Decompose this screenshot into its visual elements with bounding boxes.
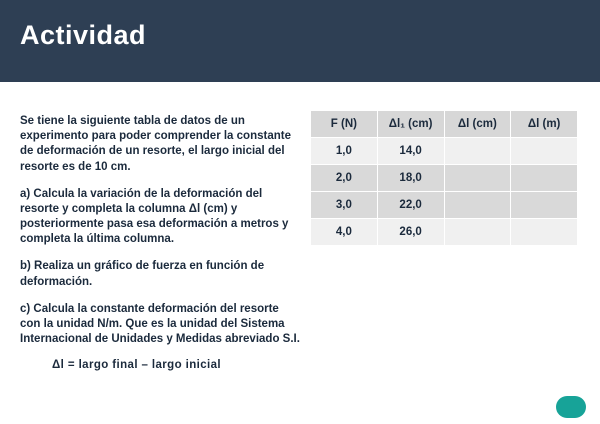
cell-delta-l-cm[interactable] [444,219,511,246]
table-row [311,165,578,192]
cell-delta-l-m[interactable] [511,165,578,192]
cell-delta-l-cm[interactable] [444,138,511,165]
table-header-cell-delta-l-cm: Δl (cm) [444,111,511,138]
cell-delta-l-m[interactable] [511,192,578,219]
page-title: Actividad [20,20,147,50]
slide-body [0,82,600,424]
table-row [311,192,578,219]
cell-delta-l1: 26,0 [377,219,444,246]
cell-force: 4,0 [311,219,378,246]
cell-delta-l-cm[interactable] [444,165,511,192]
table-header-cell-delta-l1: Δl₁ (cm) [377,111,444,138]
paragraph-item-a: a) Calcula la variación de la deformación del resorte y completa la columna Δl (cm) y posteriormente pasa esa deformación a metros y completa la última columna. [20,187,289,246]
paragraph-item-c: c) Calcula la constante deformación del resorte con la unidad N/m. Que es la unidad del Sistema Internacional de Unidades y Medidas abreviado S.I. [20,302,300,346]
cell-delta-l1: 22,0 [377,192,444,219]
table-body [311,138,578,246]
formula-text: Δl = largo final – largo inicial [52,359,222,372]
data-table-wrapper [310,110,578,246]
paragraph-intro: Se tiene la siguiente tabla de datos de un experimento para poder comprender la constante de deformación de un resorte, el largo inicial del resorte es de 10 cm. [20,115,291,173]
table-header-cell-force: F (N) [311,111,378,138]
table-head [311,111,578,138]
cell-delta-l-m[interactable] [511,219,578,246]
instructions-column [20,114,300,371]
cell-delta-l-m[interactable] [511,138,578,165]
table-header-cell-delta-l-m: Δl (m) [511,111,578,138]
cell-delta-l-cm[interactable] [444,192,511,219]
cell-force: 1,0 [311,138,378,165]
cell-delta-l1: 14,0 [377,138,444,165]
paragraph-item-b: b) Realiza un gráfico de fuerza en función de deformación. [20,260,265,288]
cell-force: 2,0 [311,165,378,192]
cell-force: 3,0 [311,192,378,219]
accent-shape-icon [556,396,586,418]
table-row [311,219,578,246]
header-bar [0,0,600,82]
data-table [310,110,578,246]
table-header-row [311,111,578,138]
table-row [311,138,578,165]
cell-delta-l1: 18,0 [377,165,444,192]
